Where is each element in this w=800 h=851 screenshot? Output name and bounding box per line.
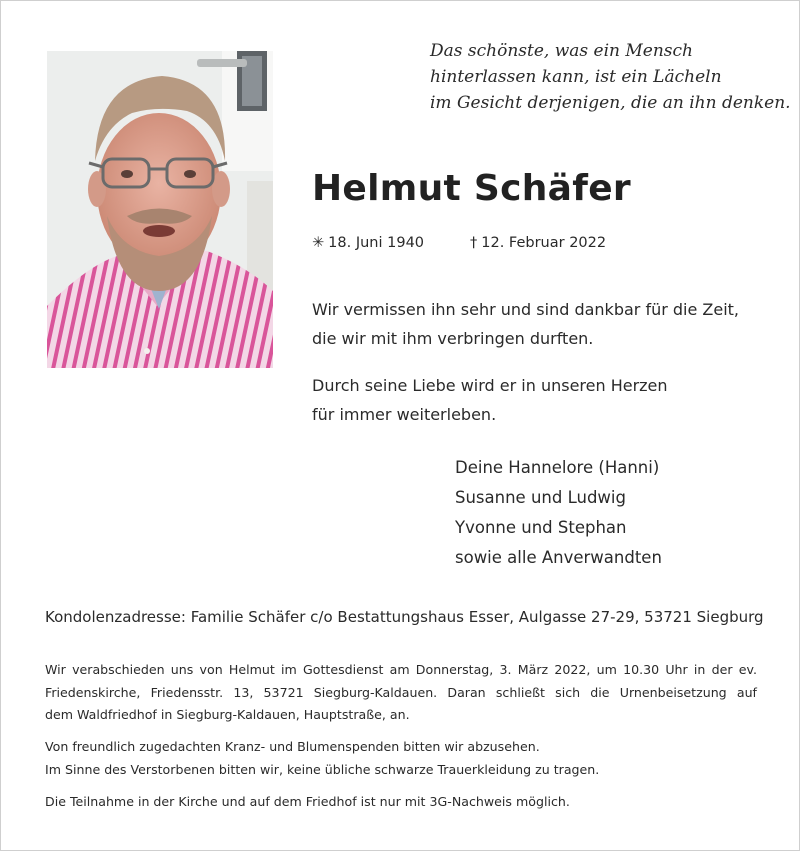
signers-list [455,453,662,573]
service-notice [45,659,757,727]
notice-line: Von freundlich zugedachten Kranz- und Blumenspenden bitten wir abzusehen. [45,739,540,754]
death-cross-icon: † [470,235,478,251]
signer: Yvonne und Stephan [455,518,627,537]
memorial-quote [430,38,791,116]
message-line: für immer weiterleben. [312,405,497,424]
flowers-notice [45,736,757,781]
condolence-address: Kondolenzadresse: Familie Schäfer c/o Bestattungshaus Esser, Aulgasse 27-29, 53721 Siegburg [45,608,764,626]
notice-line: Die Teilnahme in der Kirche und auf dem Friedhof ist nur mit 3G-Nachweis möglich. [45,794,570,809]
covid-notice [45,791,757,814]
signer: Deine Hannelore (Hanni) [455,458,660,477]
signer: Susanne und Ludwig [455,488,626,507]
birth-star-icon: ✳ [312,235,325,251]
message-line: Durch seine Liebe wird er in unseren Herzen [312,376,668,395]
signer: sowie alle Anverwandten [455,548,662,567]
notice-line: Friedenskirche, Friedensstr. 13, 53721 Siegburg-Kaldauen. Daran schließt sich die Urnenbeisetzung auf [45,684,757,700]
quote-line: im Gesicht derjenigen, die an ihn denken. [430,93,791,113]
notice-line: Im Sinne des Verstorbenen bitten wir, keine übliche schwarze Trauerkleidung zu tragen. [45,761,600,777]
notice-line: dem Waldfriedhof in Siegburg-Kaldauen, Hauptstraße, an. [45,707,410,722]
notice-line: Wir verabschieden uns von Helmut im Gottesdienst am Donnerstag, 3. März 2022, um 10.30 Uhr in der ev. [45,662,757,677]
quote-line: hinterlassen kann, ist ein Lächeln [430,67,722,87]
message-line: die wir mit ihm verbringen durften. [312,329,594,348]
message-line: Wir vermissen ihn sehr und sind dankbar für die Zeit, [312,300,740,319]
death-date-text: 12. Februar 2022 [481,235,607,251]
death-date [470,235,606,251]
birth-date-text: 18. Juni 1940 [328,235,425,251]
message-paragraph-2 [312,371,668,429]
quote-line: Das schönste, was ein Mensch [430,41,693,61]
portrait-photo [47,51,273,368]
birth-date [312,235,424,251]
message-paragraph-1 [312,295,739,353]
deceased-name: Helmut Schäfer [312,168,631,209]
